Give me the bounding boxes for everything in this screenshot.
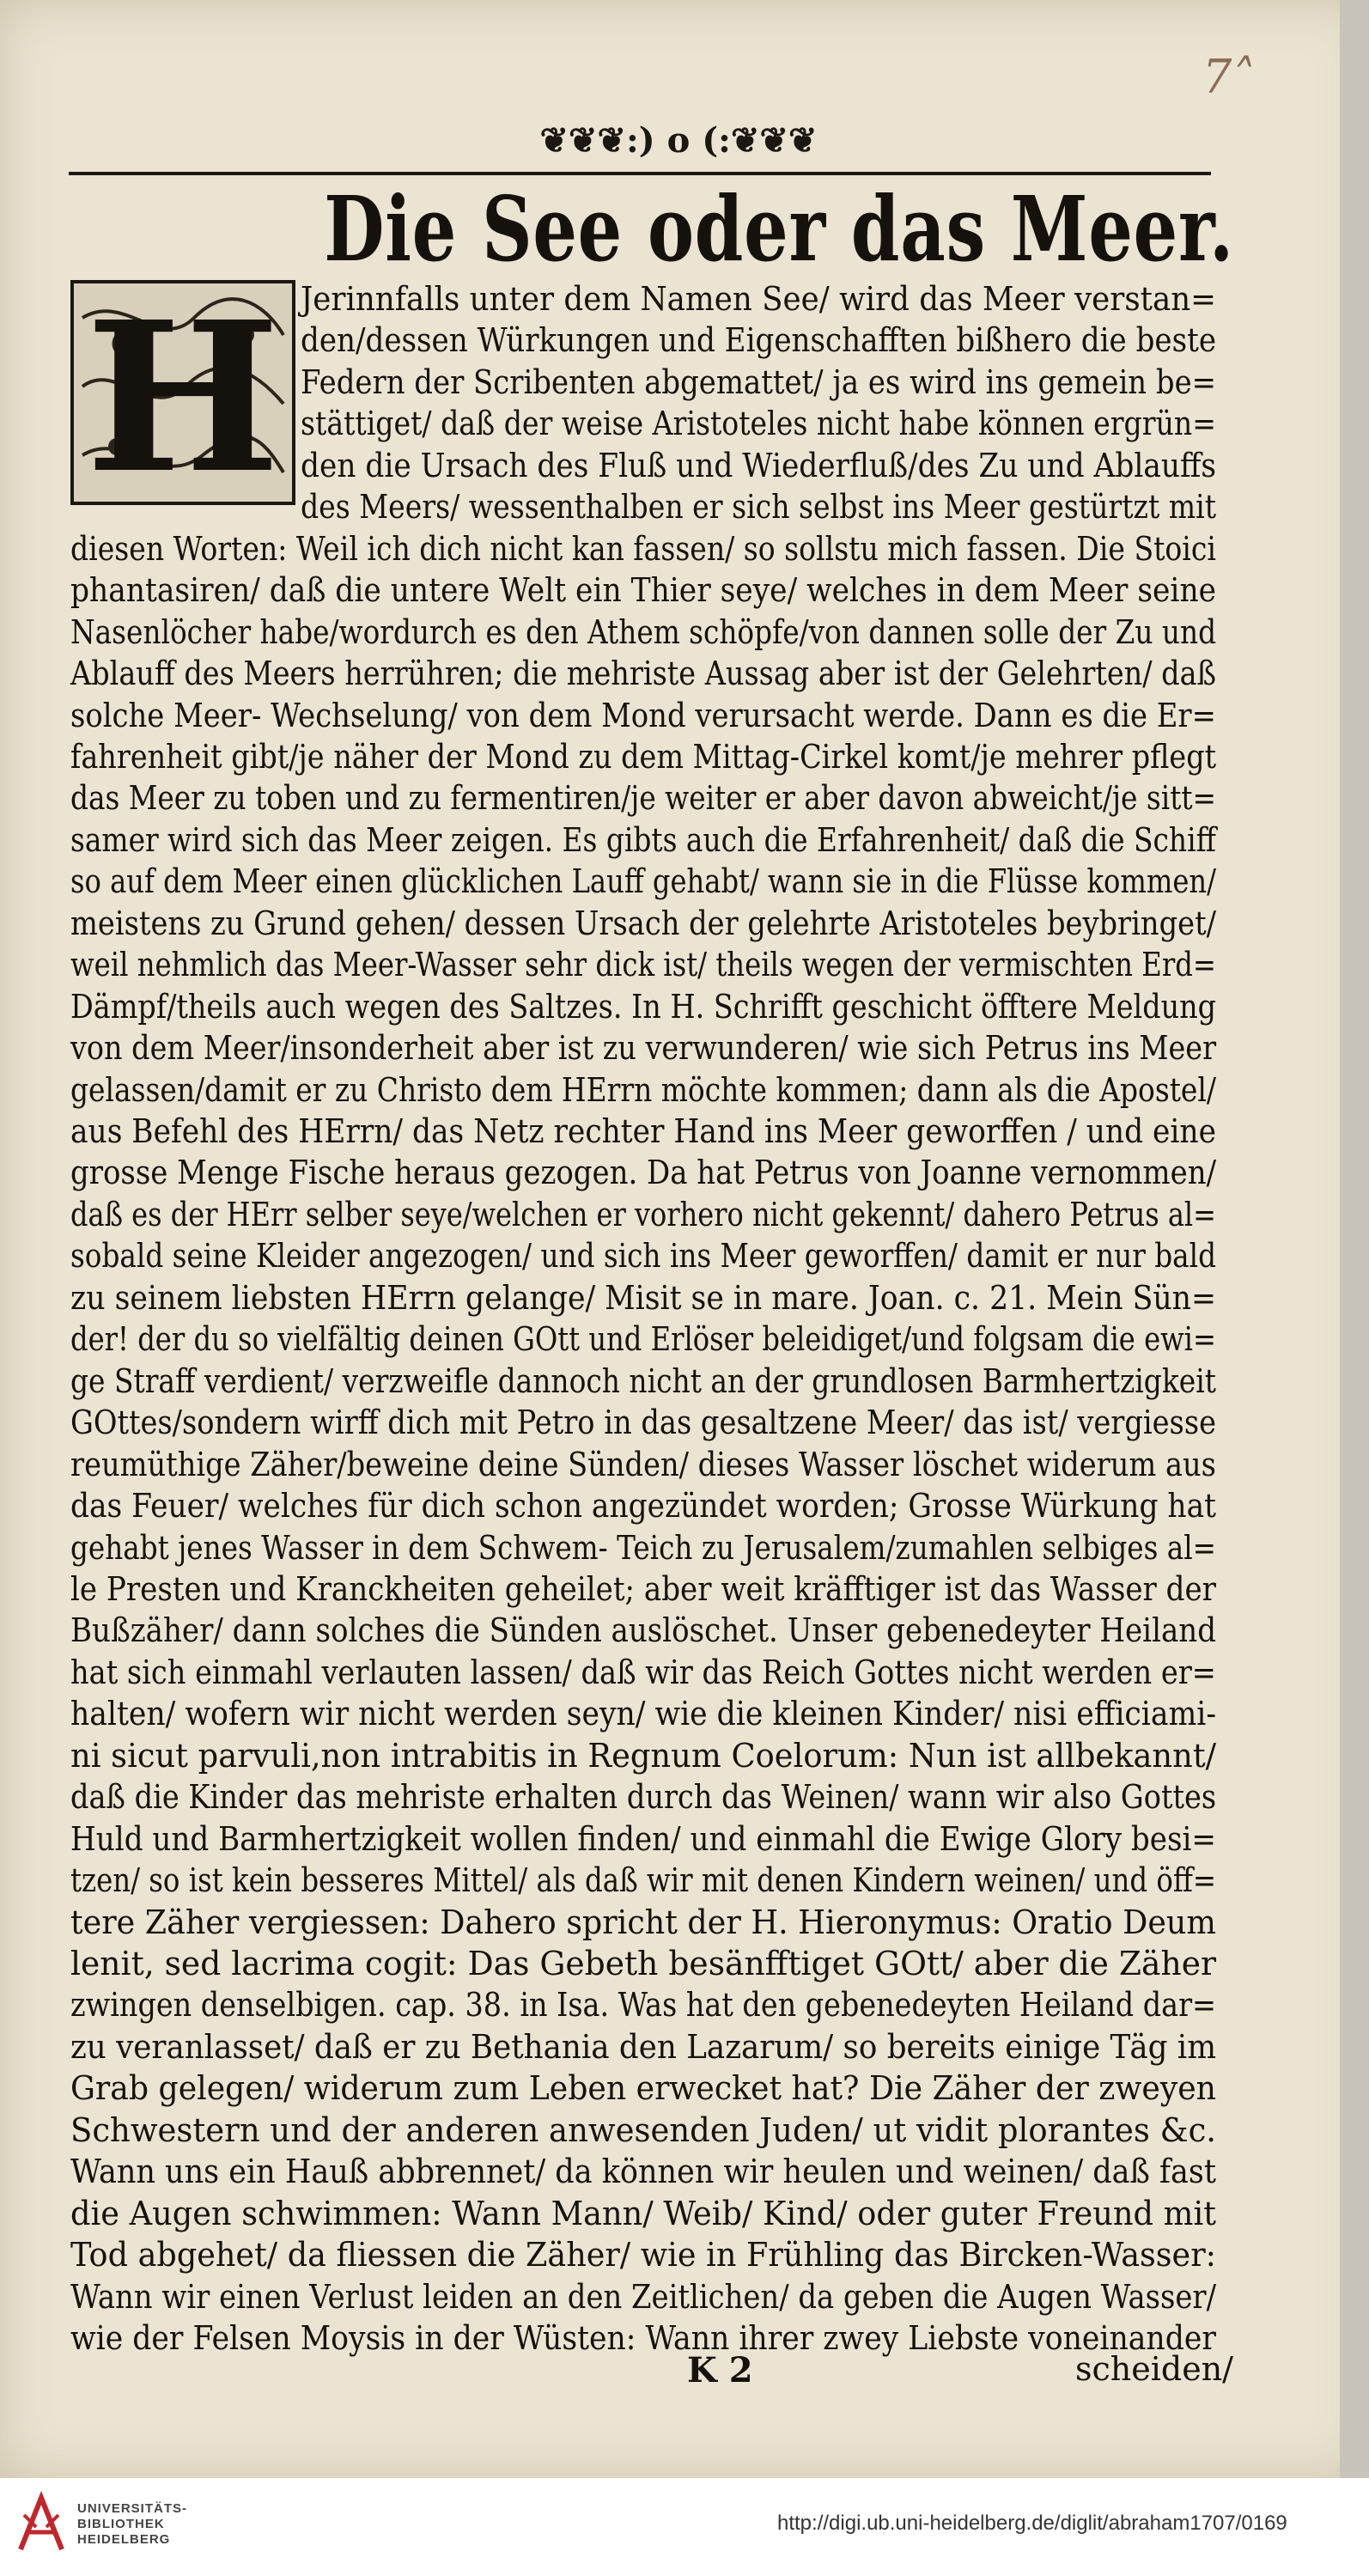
text-line: gehabt jenes Wasser in dem Schwem- Teich zu Jerusalem/zumahlen selbiges al= xyxy=(70,1528,1217,1567)
library-name-line2: BIBLIOTHEK xyxy=(77,2517,165,2531)
text-line: samer wird sich das Meer zeigen. Es gibts auch die Erfahrenheit/ daß die Schiff xyxy=(70,820,1216,859)
text-line: solche Meer- Wechselung/ von dem Mond verursacht werde. Dann es die Er= xyxy=(70,696,1216,734)
library-logo-icon xyxy=(15,2489,67,2558)
text-line: Huld und Barmhertzigkeit wollen finden/ und einmahl die Ewige Glory besi= xyxy=(70,1819,1217,1858)
text-line: zu seinem liebsten HErrn gelange/ Misit se in mare. Joan. c. 21. Mein Sün= xyxy=(70,1278,1217,1317)
page-title: Die See oder das Meer. xyxy=(324,176,1234,282)
decorated-initial xyxy=(70,280,295,505)
library-name xyxy=(77,2501,187,2548)
text-line: diesen Worten: Weil ich dich nicht kan fassen/ so sollstu mich fassen. Die Stoici xyxy=(70,529,1216,568)
text-line: gelassen/damit er zu Christo dem HErrn möchte kommen; dann als die Apostel/ xyxy=(70,1070,1216,1109)
text-line: reumüthige Zäher/beweine deine Sünden/ dieses Wasser löschet widerum aus xyxy=(70,1445,1216,1483)
text-line: die Augen schwimmen: Wann Mann/ Weib/ Kind/ oder guter Freund mit xyxy=(70,2194,1216,2232)
text-line: le Presten und Kranckheiten geheilet; aber weit kräfftiger ist das Wasser der xyxy=(70,1569,1216,1608)
text-line: phantasiren/ daß die untere Welt ein Thier seye/ welches in dem Meer seine xyxy=(70,571,1217,610)
text-line: zwingen denselbigen. cap. 38. in Isa. Was hat den gebenedeyten Heiland dar= xyxy=(70,1986,1217,2025)
text-line: von dem Meer/insonderheit aber ist zu verwunderen/ wie sich Petrus ins Meer xyxy=(70,1029,1217,1068)
text-line: grosse Menge Fische heraus gezogen. Da hat Petrus von Joanne vernommen/ xyxy=(70,1154,1217,1192)
text-line: Grab gelegen/ widerum zum Leben erwecket hat? Die Zäher der zweyen xyxy=(70,2069,1217,2108)
text-line: Nasenlöcher habe/wordurch es den Athem schöpfe/von dannen solle der Zu und xyxy=(70,612,1217,651)
handwritten-page-mark: 7˄ xyxy=(1202,50,1259,104)
catchword: scheiden/ xyxy=(1075,2350,1233,2388)
text-line: tere Zäher vergiessen: Dahero spricht der H. Hieronymus: Oratio Deum xyxy=(70,1903,1216,1941)
initial-letter: H xyxy=(85,280,281,505)
text-line: aus Befehl des HErrn/ das Netz rechter Hand ins Meer geworffen / und eine xyxy=(70,1112,1216,1150)
text-line: Ablauff des Meers herrühren; die mehriste Aussag aber ist der Gelehrten/ daß xyxy=(70,655,1216,693)
text-line: daß die Kinder das mehriste erhalten durch das Weinen/ wann wir also Gottes xyxy=(70,1778,1217,1817)
text-line: Wann uns ein Hauß abbrennet/ da können wir heulen und weinen/ daß fast xyxy=(70,2153,1216,2191)
text-line: stättiget/ daß der weise Aristoteles nicht habe können ergrün= xyxy=(301,405,1217,443)
source-url-link[interactable]: http://digi.ub.uni-heidelberg.de/diglit/abraham1707/0169 xyxy=(777,2512,1287,2535)
text-line: fahrenheit gibt/je näher der Mond zu dem Mittag-Cirkel komt/je mehrer pflegt xyxy=(70,737,1217,776)
text-line: den die Ursach des Fluß und Wiederfluß/des Zu und Ablauffs xyxy=(301,446,1216,484)
text-line: lenit, sed lacrima cogit: Das Gebeth besänfftiget GOtt/ aber die Zäher xyxy=(70,1945,1216,1982)
text-line: weil nehmlich das Meer-Wasser sehr dick ist/ theils wegen der vermischten Erd= xyxy=(70,946,1217,984)
text-line: Jerinnfalls unter dem Namen See/ wird das Meer verstan= xyxy=(301,280,1217,318)
header-rule xyxy=(69,172,1211,175)
text-line: Dämpf/theils auch wegen des Saltzes. In H. Schrifft geschicht öfftere Meldung xyxy=(70,987,1217,1026)
text-line: das Feuer/ welches für dich schon angezündet worden; Grosse Würkung hat xyxy=(70,1487,1216,1526)
text-line: hat sich einmahl verlauten lassen/ daß wir das Reich Gottes nicht werden er= xyxy=(70,1653,1216,1691)
signature-mark: K 2 xyxy=(687,2350,753,2390)
text-line: so auf dem Meer einen glücklichen Lauff gehabt/ wann sie in die Flüsse kommen/ xyxy=(70,862,1216,901)
text-line: Schwestern und der anderen anwesenden Juden/ ut vidit plorantes &c. xyxy=(70,2110,1217,2149)
text-line: Bußzäher/ dann solches die Sünden auslöschet. Unser gebenedeyter Heiland xyxy=(70,1611,1217,1650)
text-line: den/dessen Würkungen und Eigenschafften bißhero die beste xyxy=(301,321,1217,360)
text-line: sobald seine Kleider angezogen/ und sich ins Meer geworffen/ damit er nur bald xyxy=(70,1237,1217,1276)
header-ornament: ❦❦❦:) o (:❦❦❦ xyxy=(539,120,818,161)
text-line: Federn der Scribenten abgemattet/ ja es wird ins gemein be= xyxy=(301,362,1217,401)
text-line: meistens zu Grund gehen/ dessen Ursach der gelehrte Aristoteles beybringet/ xyxy=(70,904,1216,942)
text-line: der! der du so vielfältig deinen GOtt und Erlöser beleidiget/und folgsam die ewi= xyxy=(70,1320,1216,1359)
text-line: ge Straff verdient/ verzweifle dannoch nicht an der grundlosen Barmhertzigkeit xyxy=(70,1361,1216,1400)
text-line: Wann wir einen Verlust leiden an den Zeitlichen/ da geben die Augen Wasser/ xyxy=(70,2277,1216,2316)
text-line: wie der Felsen Moysis in der Wüsten: Wann ihrer zwey Liebste voneinander xyxy=(70,2319,1216,2358)
text-line: halten/ wofern wir nicht werden seyn/ wie die kleinen Kinder/ nisi efficiami- xyxy=(70,1695,1217,1733)
text-line: zu veranlasset/ daß er zu Bethania den Lazarum/ so bereits einige Täg im xyxy=(70,2027,1217,2066)
text-line: daß es der HErr selber seye/welchen er vorhero nicht gekennt/ dahero Petrus al= xyxy=(70,1195,1216,1233)
text-line: GOttes/sondern wirff dich mit Petro in das gesaltzene Meer/ das ist/ vergiesse xyxy=(70,1404,1216,1442)
text-line: tzen/ so ist kein besseres Mittel/ als daß wir mit denen Kindern weinen/ und öff= xyxy=(70,1861,1217,1900)
page-edge xyxy=(1340,0,1369,2478)
library-name-line1: UNIVERSITÄTS- xyxy=(77,2501,188,2516)
text-line: das Meer zu toben und zu fermentiren/je weiter er aber davon abweicht/je sitt= xyxy=(70,779,1217,818)
text-line: des Meers/ wessenthalben er sich selbst ins Meer gestürtzt mit xyxy=(301,488,1217,527)
library-name-line3: HEIDELBERG xyxy=(77,2532,171,2547)
text-line: ni sicut parvuli,non intrabitis in Regnum Coelorum: Nun ist allbekannt/ xyxy=(70,1736,1217,1775)
text-line: Tod abgehet/ da fliessen die Zäher/ wie in Frühling das Bircken-Wasser: xyxy=(70,2236,1216,2275)
